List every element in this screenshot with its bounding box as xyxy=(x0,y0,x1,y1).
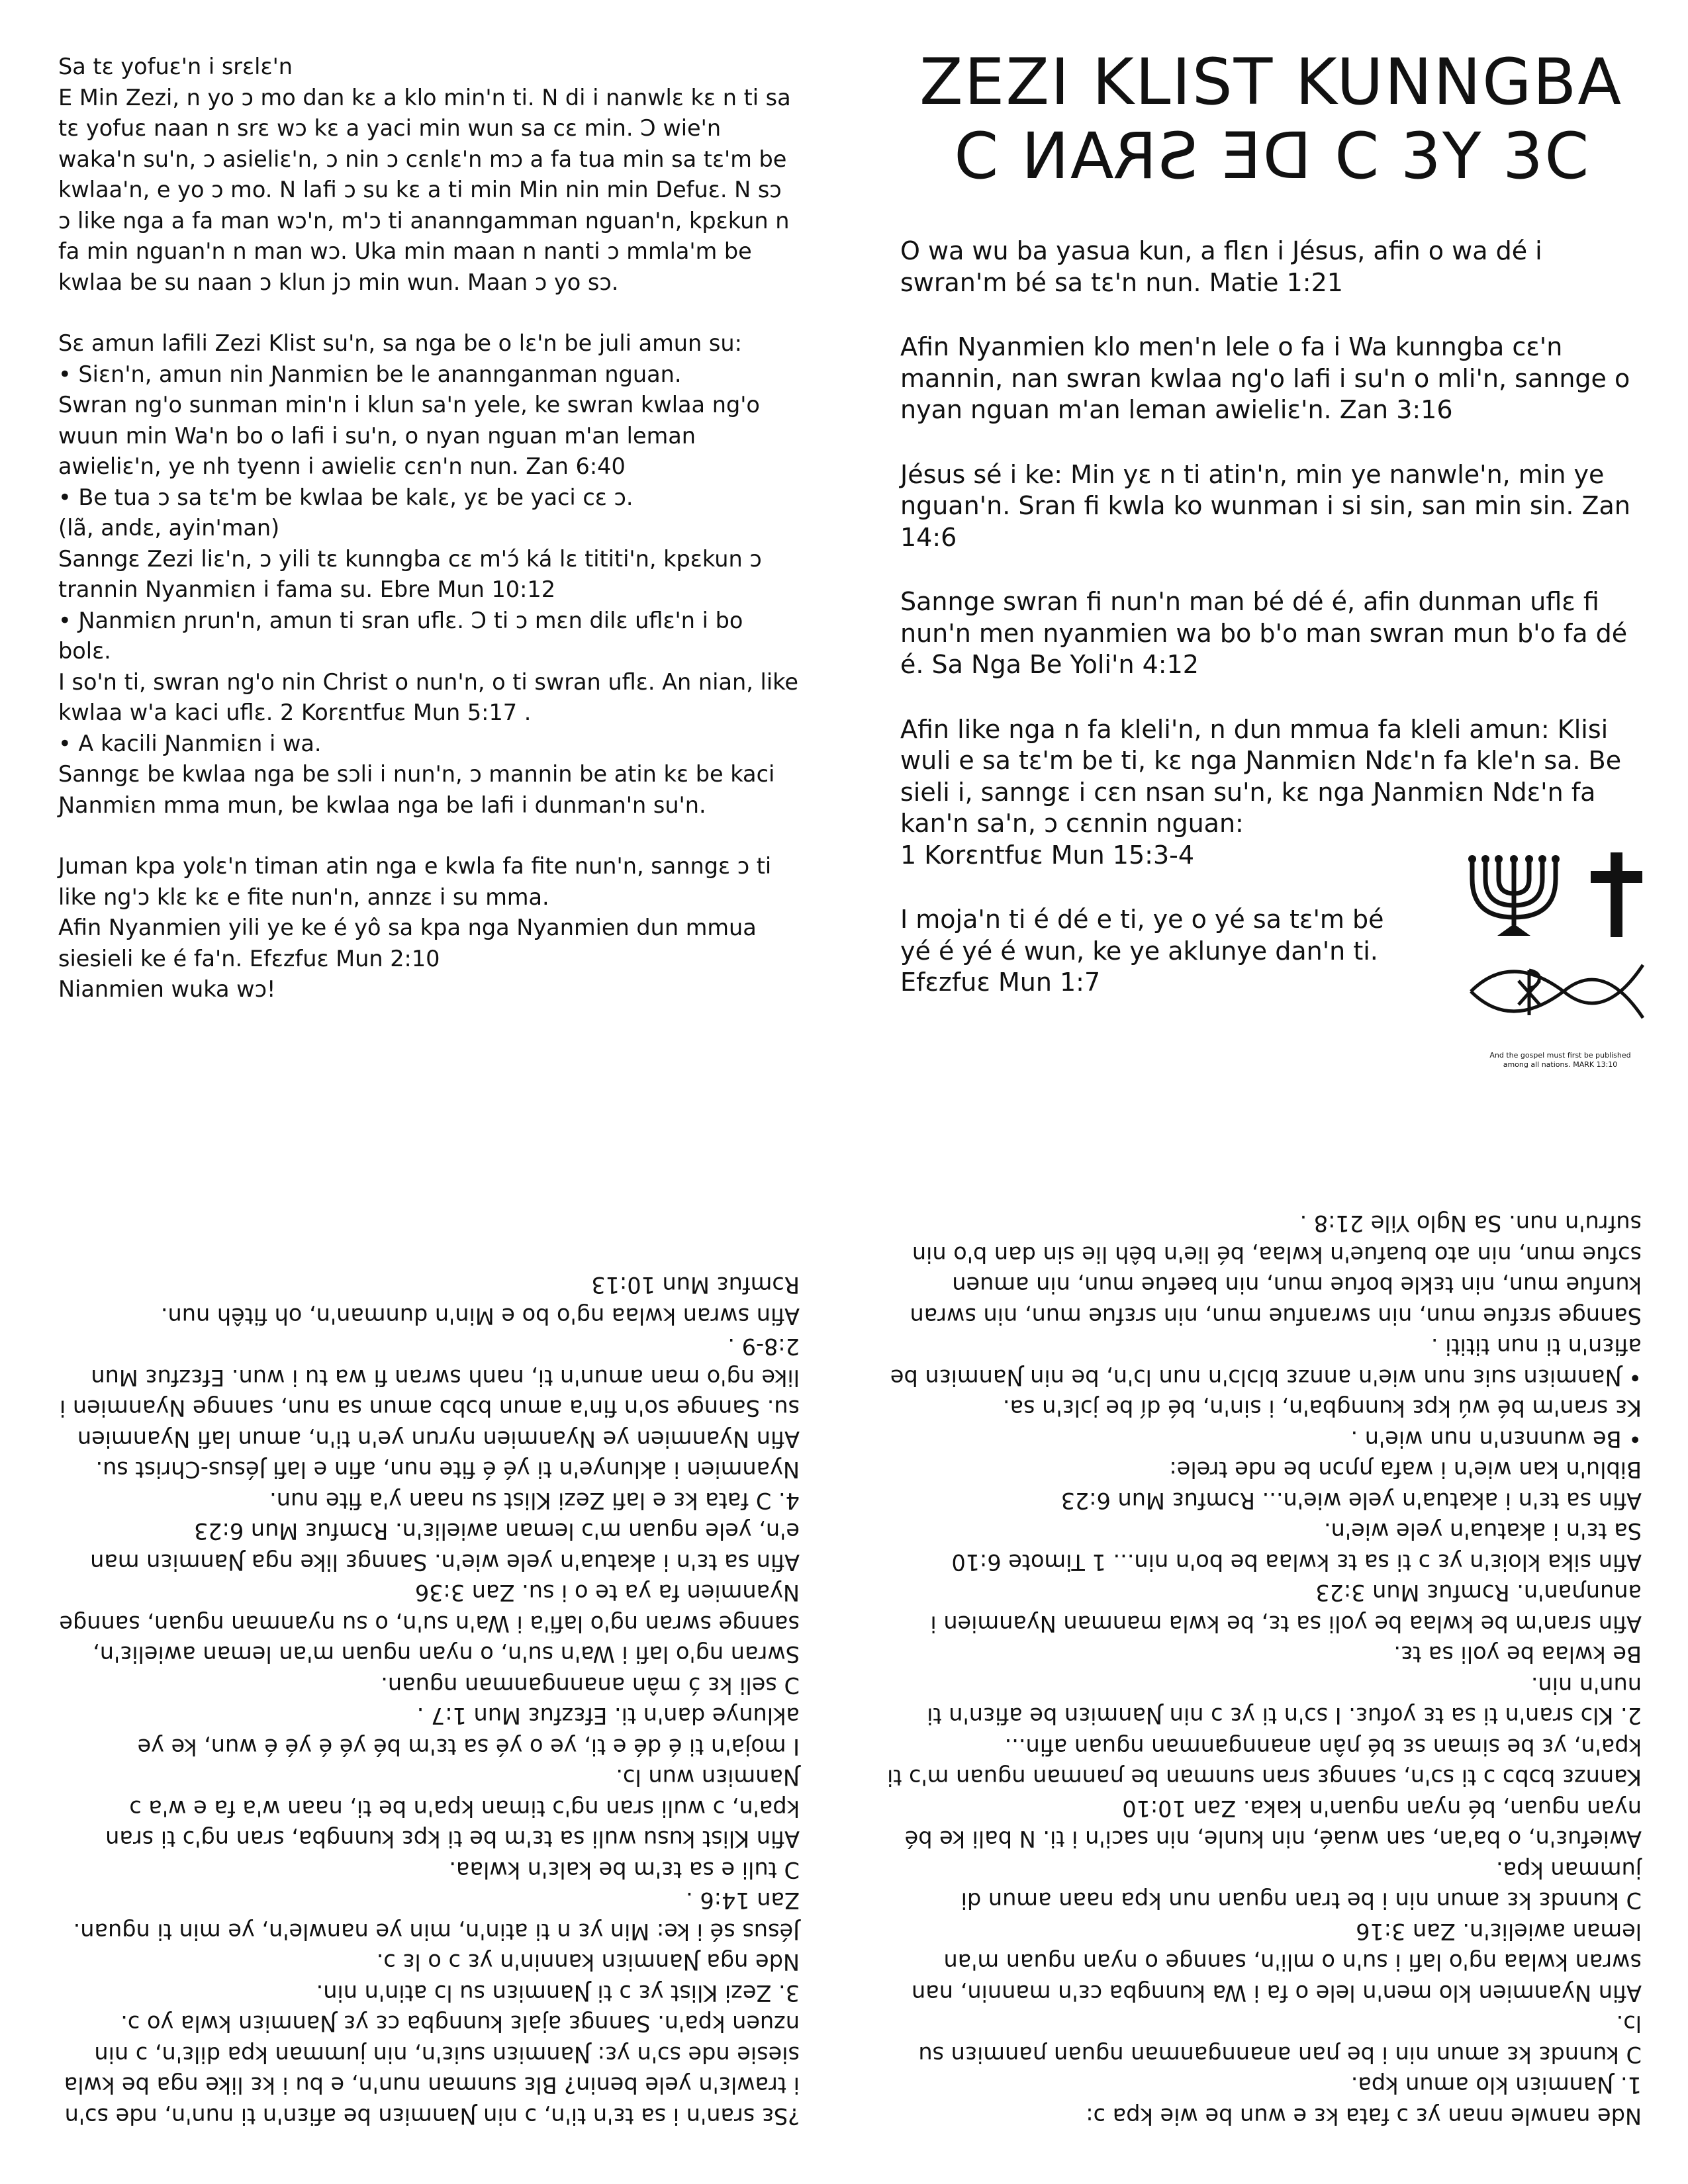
steps-1-2-text: Nde nanwle nnan yɛ ɔ fata kɛ e wun be wie kpa ɔ: 1. Ɲanmiɛn klo amun kpa. Ɔ kunndɛ kɛ amun nin i be ɲan anannganman nguan ɲanmiɛn su lɔ. Afin Nyanmien klo men'n lele o fa i Wa kunngba cɛ'n mannin, nan swran kwlaa ng'o lafi i su'n o mli'n, sannge o nyan nguan m'an leman awieliɛ'n. Zan 3:16 Ɔ kunndɛ kɛ amun nin i be tran nguan nun kpa naan amun di jumman kpa. Awiefuɛ'n, o ba'an, san wuaé, nin kunle, nin saci'n i ti. N bali ke bé nyan nguan, bé nyan nguan'n kaka. Zan 10:10 Kannzɛ bɔbɔ ɔ ti sɔ'n, sanngɛ sran sunman be ɲanman nguan m'ɔ ti kpa'n, yɛ be siman sɛ bé ɲân anannganman nguan afin... 2. Klɔ sran'n ti sa tɛ yofuɛ. I sɔ'n ti yɛ ɔ nin Ɲanmiɛn be afiɛn'n ti nun'n nin. Be kwlaa be yoli sa tɛ. Afin sran'm be kwlaa be yoli sa tɛ, be kwla manman Nyanmien i anunɲan'n. Rɔmfuɛ Mun 3:23 Afin sika kloiɛ'n yɛ ɔ ti sa tɛ kwlaa be bo'n nin... 1 Timote 6:10 Sa tɛ'n i akatua'n yele wie'n. Afin sa tɛ'n i akatua'n yele wie'n... Rɔmfuɛ Mun 6:23 Biblu'n kan wie'n i wafa ɲɲɔn be nde trele: • Be wunnɛn'n nun wie'n . Kɛ sran'm bé wú kpɛ kunngba'n, i sin'n, bé dí be jɔlɛ'n sa. • Ɲanmiɛn suiɛ nun wie'n annzɛ blɔlɔ'n nun lɔ'n, be nin Ɲanmiɛn be afiɛn'n ti nun tititi . Sannge srɛfue mun, nin swranfue mun, nin srɛfue mun, nin swran kunfue mun, nin tɛkle bofue mun, nin baefue mun, nin amuen sɔfue mun, nin ato buafue'n kwlaa, bé lie'n bêh lie sin dan b'o nin sufru'n nun. Sa Nglo Yile 21:8 . xyxy=(887,1210,1642,2129)
cover-title-line-1: ZEZI KLIST KUNNGBA xyxy=(919,45,1623,119)
verse-ephesians: I moja'n ti é dé e ti, ye o yé sa tɛ'm bé yé é yé é wun, ke ye aklunye dan'n ti. Efɛzfuɛ Mun 1:7 xyxy=(900,905,1384,997)
cover-panel xyxy=(900,45,1642,1069)
verse-1-corinthians: Afin like nga n fa kleli'n, n dun mmua fa kleli amun: Klisi wuli e sa tɛ'm be ti, kɛ nga Ɲanmiɛn Ndɛ'n fa kle'n sa. Be sieli i, sanngɛ i cɛn nsan su'n, kɛ nga Ɲanmiɛn Ndɛ'n fa kan'n sa'n, ɔ cɛnnin nguan: 1 Korɛntfuɛ Mun 15:3-4 xyxy=(900,714,1622,870)
prayer-panel xyxy=(58,52,800,1005)
steps-3-4-text: ?Sɛ sran'n i sa tɛ'n ti'n, ɔ nin Ɲanmiɛn be afiɛn'n ti nun'n, nde sɔ'n i trawlɛ'n yele benin? Blɛ sunman nun'n, e bu i kɛ like nga be kwla siesie nde sɔ'n yɛ: Ɲanmiɛn suiɛ'n, nin jumman kpa dilɛ'n, ɔ nin nzuen kpa'n. Sanngɛ ajalɛ kunngba cɛ yɛ Ɲanmiɛn kwla yo ɔ. 3. Zezi Klist yɛ ɔ ti Ɲanmiɛn su lɔ atin'n nin. Nde nga Ɲanmiɛn kannin'n yɛ ɔ o lɛ ɔ. Jésus sé i ke: Min yɛ n ti atin'n, min ye nanwle'n, ye min ti nguan. Zan 14:6 . Ɔ tuli e sa tɛ'm be kalɛ'n kwlaa. Afin Klist kusu wuli sa tɛ'm be ti kpɛ kunngba, sran ng'ɔ ti sran kpa'n, ɔ wuli sran ng'ɔ timan kpa'n be ti, naan w'a fa e w'a ɔ Ɲanmiɛn wun lɔ. I moja'n ti é dé e ti, ye o yé sa tɛ'm bé yé é yé é wun, ke ye aklunye dan'n ti. Efɛzfuɛ Mun 1:7 . Ɔ seli kɛ ɔ́ mân anannganman nguan. Swran ng'o lafi i Wa'n su'n, o nyan nguan m'an leman awieliɛ'n, sannge swran ng'o lafi'a i Wa'n su'n, o su nyanman nguan, sannge Nyanmien fa ya te o i su. Zan 3:36 Afin sa tɛ'n i akatua'n yele wie'n. Sanngɛ like nga Ɲanmiɛn man e'n, yele nguan m'ɔ leman awieliɛ'n. Rɔmfuɛ Mun 6:23 4. Ɔ fata kɛ e lafi Zezi Klist su naan y'a fite nun. Nyanmien i aklunye'n ti yé é fite nun, afin e lafi Jésus-Christ su. Afin Nyanmien ye Nyanmien nyrun ye'n ti'n, amun lafi Nyanmien su. Sannge so'n fin'a amun bɔbɔ amun sa nun, sannge Nyanmien i like ng'o man amun'n ti, nanh swran fi wa tu i wun. Efɛzfuɛ Mun 2:8-9 . Afin swran kwlaa ng'o bo e Min'n dunman'n, oh fitêh nun. Rɔmfuɛ Mun 10:13 xyxy=(59,1272,800,2129)
cover-title-line-2: ƆƐ YƐ Ɔ DE SRAN Ɔ xyxy=(953,119,1589,193)
ichthys-chi-rho-icon xyxy=(1464,958,1656,1024)
menorah-icon xyxy=(1464,852,1564,938)
verse-john-3-16: Afin Nyanmien klo men'n lele o fa i Wa kunngba cɛ'n mannin, nan swran kwlaa ng'o lafi i su'n o mli'n, sannge o nyan nguan m'an leman awieliɛ'n. Zan 3:16 xyxy=(900,332,1630,424)
steps-1-2-panel-upside-down xyxy=(887,1152,1642,2144)
prayer-paragraph: Sa tɛ yofuɛ'n i srɛlɛ'n E Min Zezi, n yo ɔ mo dan kɛ a klo min'n ti. N di i nanwlɛ kɛ n ti sa tɛ yofuɛ naan n srɛ wɔ kɛ a yaci min wun sa cɛ min. Ɔ wie'n waka'n su'n, ɔ asieliɛ'n, ɔ nin ɔ cɛnlɛ'n mɔ a fa tua min sa tɛ'm be kwlaa'n, e yo ɔ mo. N lafi ɔ su kɛ a ti min Min nin min Defuɛ. N sɔ ɔ like nga a fa man wɔ'n, m'ɔ ti ananngamman nguan'n, kpɛkun n fa min nguan'n n man wɔ. Uka min maan n nanti ɔ mmla'm be kwlaa be su naan ɔ klun jɔ min wun. Maan ɔ yo sɔ. xyxy=(58,54,791,295)
promises-paragraph: Sɛ amun lafili Zezi Klist su'n, sa nga be o lɛ'n be juli amun su: • Siɛn'n, amun nin Ɲanmiɛn be le anannganman nguan. Swran ng'o sunman min'n i klun sa'n yele, ke swran kwlaa ng'o wuun min Wa'n bo o lafi i su'n, o nyan nguan m'an leman awieliɛ'n, ye nh tyenn i awieliɛ cɛn'n nun. Zan 6:40 • Be tua ɔ sa tɛ'm be kwlaa be kalɛ, yɛ be yaci cɛ ɔ. (lã, andɛ, ayin'man) Sanngɛ Zezi liɛ'n, ɔ yili tɛ kunngba cɛ m'ɔ́ ká lɛ tititi'n, kpɛkun ɔ trannin Nyanmiɛn i fama su. Ebre Mun 10:12 • Ɲanmiɛn ɲrun'n, amun ti sran uflɛ. Ɔ ti ɔ mɛn dilɛ uflɛ'n i bo bolɛ. I so'n ti, swran ng'o nin Christ o nun'n, o ti swran uflɛ. An nian, like kwlaa w'a kaci uflɛ. 2 Korɛntfuɛ Mun 5:17 . • A kacili Ɲanmiɛn i wa. Sanngɛ be kwlaa nga be sɔli i nun'n, ɔ mannin be atin kɛ be kaci Ɲanmiɛn mma mun, be kwlaa nga be lafi i dunman'n su'n. xyxy=(58,330,798,818)
verse-matthew: O wa wu ba yasua kun, a flɛn i Jésus, afin o wa dé i swran'm bé sa tɛ'n nun. Matie 1:21 xyxy=(900,236,1542,297)
steps-panel-upside-down xyxy=(58,1152,800,2144)
symbols-logo xyxy=(1464,852,1688,1117)
cross-icon xyxy=(1587,852,1646,938)
verse-john-14-6: Jésus sé i ke: Min yɛ n ti atin'n, min ye nanwle'n, min ye nguan'n. Sran fi kwla ko wunman i si sin, san min sin. Zan 14:6 xyxy=(900,459,1630,552)
gospel-caption: And the gospel must first be published among all nations. MARK 13:10 xyxy=(1489,1051,1631,1069)
cover-title-line-2-wrapper xyxy=(900,119,1642,193)
verse-acts-4-12: Sannge swran fi nun'n man bé dé é, afin dunman uflɛ fi nun'n men nyanmien wa bo b'o man swran mun b'o fa dé é. Sa Nga Be Yoli'n 4:12 xyxy=(900,587,1628,679)
closing-paragraph: Juman kpa yolɛ'n timan atin nga e kwla fa fite nun'n, sanngɛ ɔ ti like ng'ɔ klɛ kɛ e fite nun'n, annzɛ i su mma. Afin Nyanmien yili ye ke é yô sa kpa nga Nyanmien dun mmua siesieli ke é fa'n. Efɛzfuɛ Mun 2:10 Nianmien wuka wɔ! xyxy=(58,853,772,1002)
